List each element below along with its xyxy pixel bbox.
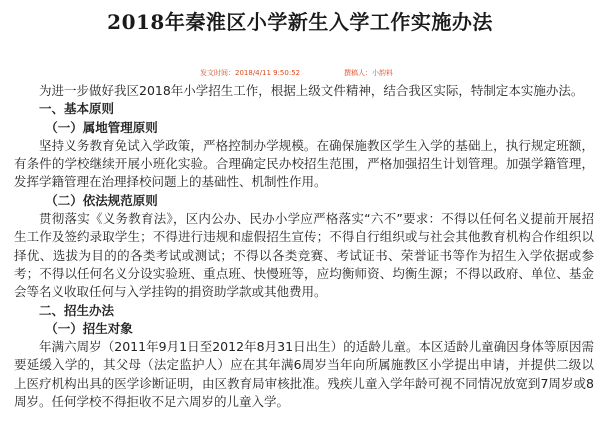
paragraph-target: 年满六周岁（2011年9月1日至2012年8月31日出生）的适龄儿童。本区适龄儿童确因身体等原因需要延缓入学的，其父母（法定监护人）应在其年满6周岁当年向所属施教区小学提出申请，并提供二级以上医疗机构出具的医学诊断证明，由区教育局审核批准。残疾儿童入学年龄可视不同情况放宽到7周岁或8周岁。任何学校不得拒收不足六周岁的儿童入学。	[14, 339, 594, 410]
intro-paragraph: 为进一步做好我区2018年小学招生工作，根据上级文件精神，结合我区实际，特制定本实施办法。	[39, 83, 584, 98]
subsection-heading-territorial: （一）属地管理原则	[45, 119, 158, 135]
section-heading-enrollment-method: 二、招生办法	[39, 302, 115, 318]
article-title: 2018年秦淮区小学新生入学工作实施办法	[107, 10, 493, 34]
section-heading-basic-principles: 一、基本原则	[39, 101, 115, 117]
paragraph-territorial: 坚持义务教育免试入学政策，严格控制办学规模。在确保施教区学生入学的基础上，执行规定班额，有条件的学校继续开展小班化实验。合理确定民办校招生范围，严格加强招生计划管理。加强学籍管理，发挥学籍管理在治理择校问题上的基础性、机制性作用。	[14, 137, 594, 190]
publish-date: 发文时间：2018/4/11 9:50:52	[200, 69, 301, 77]
subsection-heading-target: （一）招生对象	[45, 320, 133, 336]
article-body	[14, 82, 594, 411]
paragraph-legal: 贯彻落实《义务教育法》，区内公办、民办小学应严格落实“六不”要求：不得以任何名义提前开展招生工作及签约录取学生；不得进行违规和虚假招生宣传；不得自行组织或与社会其他教育机构合作组织以择优、选拔为目的的各类考试或测试；不得以各类竞赛、考试证书、荣誉证书等作为招生入学依据或参考；不得以任何名义分设实验班、重点班、快慢班等，应均衡师资、均衡生源；不得以政府、单位、基金会等名义收取任何与入学挂钩的捐资助学款或其他费用。	[14, 211, 594, 300]
subsection-heading-legal: （二）依法规范原则	[45, 192, 158, 208]
author: 撰稿人：小韵料	[344, 69, 393, 77]
